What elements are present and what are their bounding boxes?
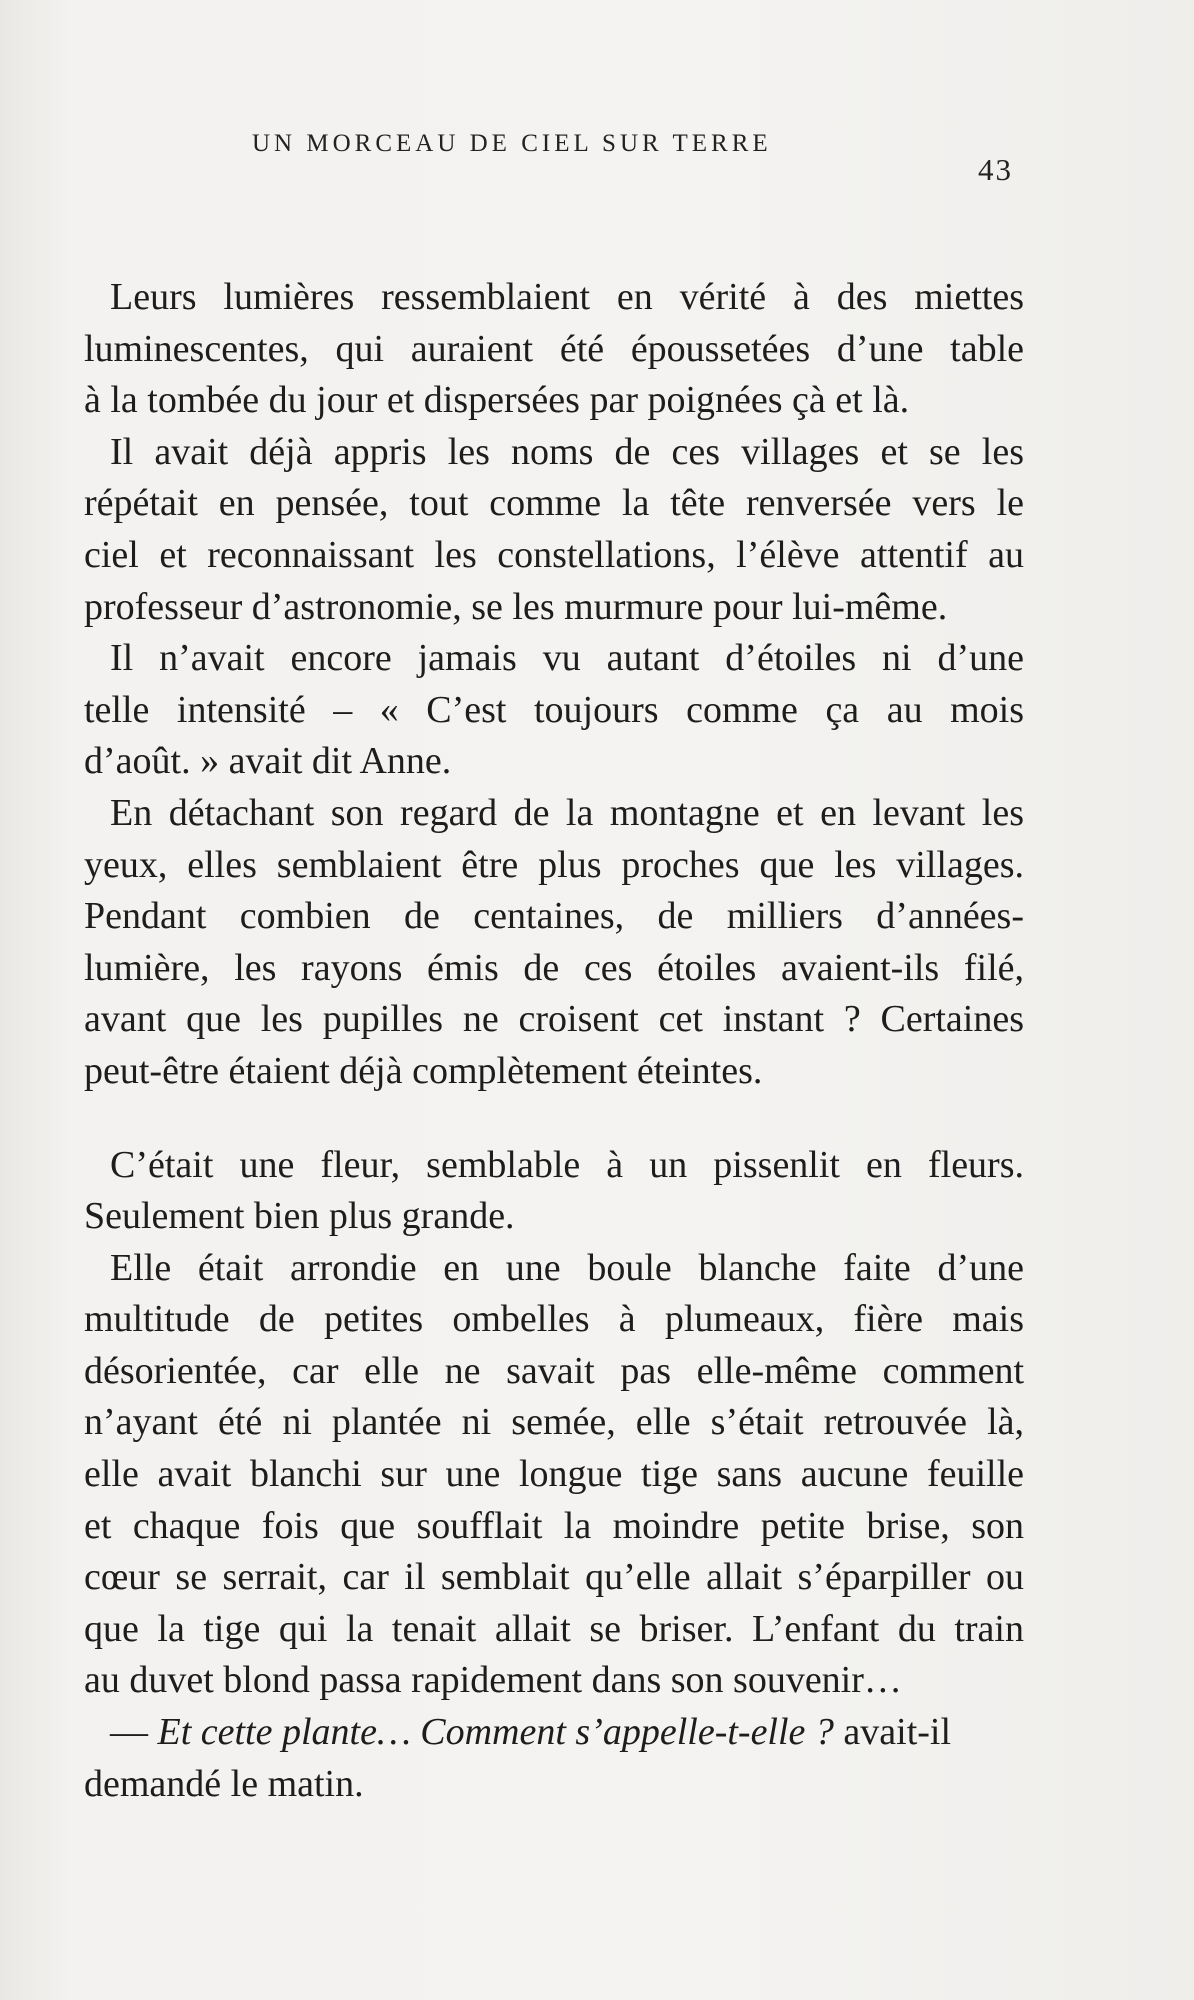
text-line: que la tige qui la tenait allait se briser. L’enfant du train [84,1607,1024,1650]
text-line: Il n’avait encore jamais vu autant d’étoiles ni d’une [110,637,1024,680]
paragraph [84,633,1024,788]
text-line: C’était une fleur, semblable à un pissenlit en fleurs. [110,1143,1024,1186]
section-break [84,1098,1024,1140]
text-line: n’ayant été ni plantée ni semée, elle s’était retrouvée là, [84,1401,1024,1444]
dialogue-tag: avait-il [833,1711,952,1754]
text-line: Leurs lumières ressemblaient en vérité à des miettes [110,276,1024,318]
paragraph [84,1243,1024,1707]
text-line: Seulement bien plus grande. [84,1195,515,1238]
body-text [84,272,1024,1810]
text-line: à la tombée du jour et dispersées par poignées çà et là. [84,379,910,422]
text-line: d’août. » avait dit Anne. [84,740,452,783]
text-line: demandé le matin. [84,1762,364,1805]
text-line: désorientée, car elle ne savait pas elle-même comment [84,1349,1024,1392]
dialogue-line [84,1707,1024,1759]
text-line: Elle était arrondie en une boule blanche faite d’une [110,1246,1024,1289]
text-line: ciel et reconnaissant les constellations, l’élève attentif au [84,533,1024,576]
paragraph [84,427,1024,633]
text-line: professeur d’astronomie, se les murmure pour lui-même. [84,585,948,628]
text-line: En détachant son regard de la montagne et en levant les [110,791,1024,834]
text-line: Il avait déjà appris les noms de ces villages et se les [110,430,1024,473]
paragraph [84,788,1024,1098]
dialogue-dash: — [110,1711,158,1754]
text-line: et chaque fois que soufflait la moindre petite brise, son [84,1504,1024,1547]
text-line: yeux, elles semblaient être plus proches que les villages. [84,843,1024,886]
text-line: au duvet blond passa rapidement dans son souvenir… [84,1659,902,1702]
text-line: lumière, les rayons émis de ces étoiles avaient-ils filé, [84,946,1024,989]
text-line: luminescentes, qui auraient été époussetées d’une table [84,327,1024,370]
paragraph [84,272,1024,427]
text-line: avant que les pupilles ne croisent cet instant ? Certaines [84,998,1024,1041]
text-line: telle intensité – « C’est toujours comme ça au mois [84,688,1024,731]
text-line: elle avait blanchi sur une longue tige sans aucune feuille [84,1453,1024,1496]
dialogue-quote: Et cette plante… Comment s’appelle-t-elle ? [157,1711,834,1754]
text-line: répétait en pensée, tout comme la tête renversée vers le [84,482,1024,525]
text-line: peut-être étaient déjà complètement éteintes. [84,1049,763,1092]
paragraph [84,1140,1024,1243]
dialogue-paragraph [84,1707,1024,1810]
page-number: 43 [978,152,1013,187]
running-head: UN MORCEAU DE CIEL SUR TERRE [252,130,772,157]
text-line: multitude de petites ombelles à plumeaux, fière mais [84,1298,1024,1341]
text-line: cœur se serrait, car il semblait qu’elle allait s’éparpiller ou [84,1556,1024,1599]
text-line: Pendant combien de centaines, de milliers d’années- [84,895,1024,938]
